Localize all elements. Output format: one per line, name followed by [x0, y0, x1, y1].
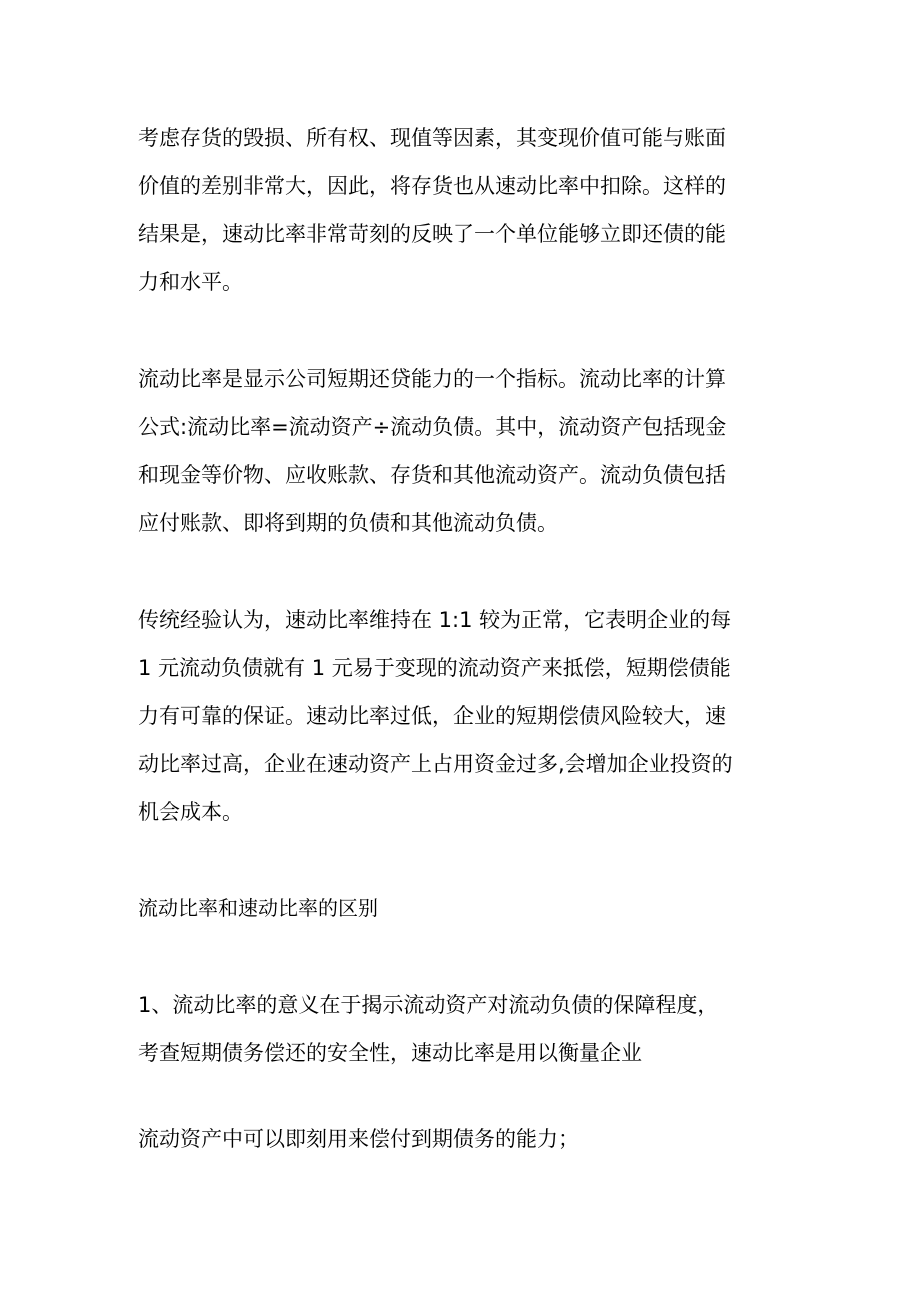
- paragraph-current-ratio-definition: [138, 355, 798, 547]
- text-line: 价值的差别非常大，因此，将存货也从速动比率中扣除。这样的: [138, 174, 726, 198]
- paragraph-quick-ratio-norm: [138, 596, 798, 836]
- text-line: 公式:流动比率=流动资产÷流动负债。其中，流动资产包括现金: [138, 415, 727, 439]
- text-line: 1 元流动负债就有 1 元易于变现的流动资产来抵偿，短期偿债能: [138, 656, 731, 680]
- text-line: 流动比率是显示公司短期还贷能力的一个指标。流动比率的计算: [138, 367, 726, 391]
- heading-line: 流动比率和速动比率的区别: [138, 896, 378, 920]
- text-line: 力和水平。: [138, 270, 243, 294]
- text-line: 机会成本。: [138, 800, 243, 824]
- paragraph-inventory-exclusion: [138, 114, 798, 306]
- text-line: 动比率过高，企业在速动资产上占用资金过多,会增加企业投资的: [138, 752, 733, 776]
- section-heading: [138, 884, 798, 932]
- text-line: 应付账款、即将到期的负债和其他流动负债。: [138, 511, 558, 535]
- text-line: 力有可靠的保证。速动比率过低，企业的短期偿债风险较大，速: [138, 704, 726, 728]
- text-line: 和现金等价物、应收账款、存货和其他流动资产。流动负债包括: [138, 463, 726, 487]
- text-line: 流动资产中可以即刻用来偿付到期债务的能力；: [138, 1127, 579, 1151]
- paragraph-point-one: [138, 981, 798, 1077]
- text-line: 考查短期债务偿还的安全性，速动比率是用以衡量企业: [138, 1041, 642, 1065]
- text-line: 结果是，速动比率非常苛刻的反映了一个单位能够立即还债的能: [138, 222, 726, 246]
- text-line: 传统经验认为，速动比率维持在 1:1 较为正常，它表明企业的每: [138, 608, 732, 632]
- text-line: 1、流动比率的意义在于揭示流动资产对流动负债的保障程度，: [138, 993, 719, 1017]
- text-line: 考虑存货的毁损、所有权、现值等因素，其变现价值可能与账面: [138, 126, 726, 150]
- paragraph-point-one-continued: [138, 1115, 798, 1163]
